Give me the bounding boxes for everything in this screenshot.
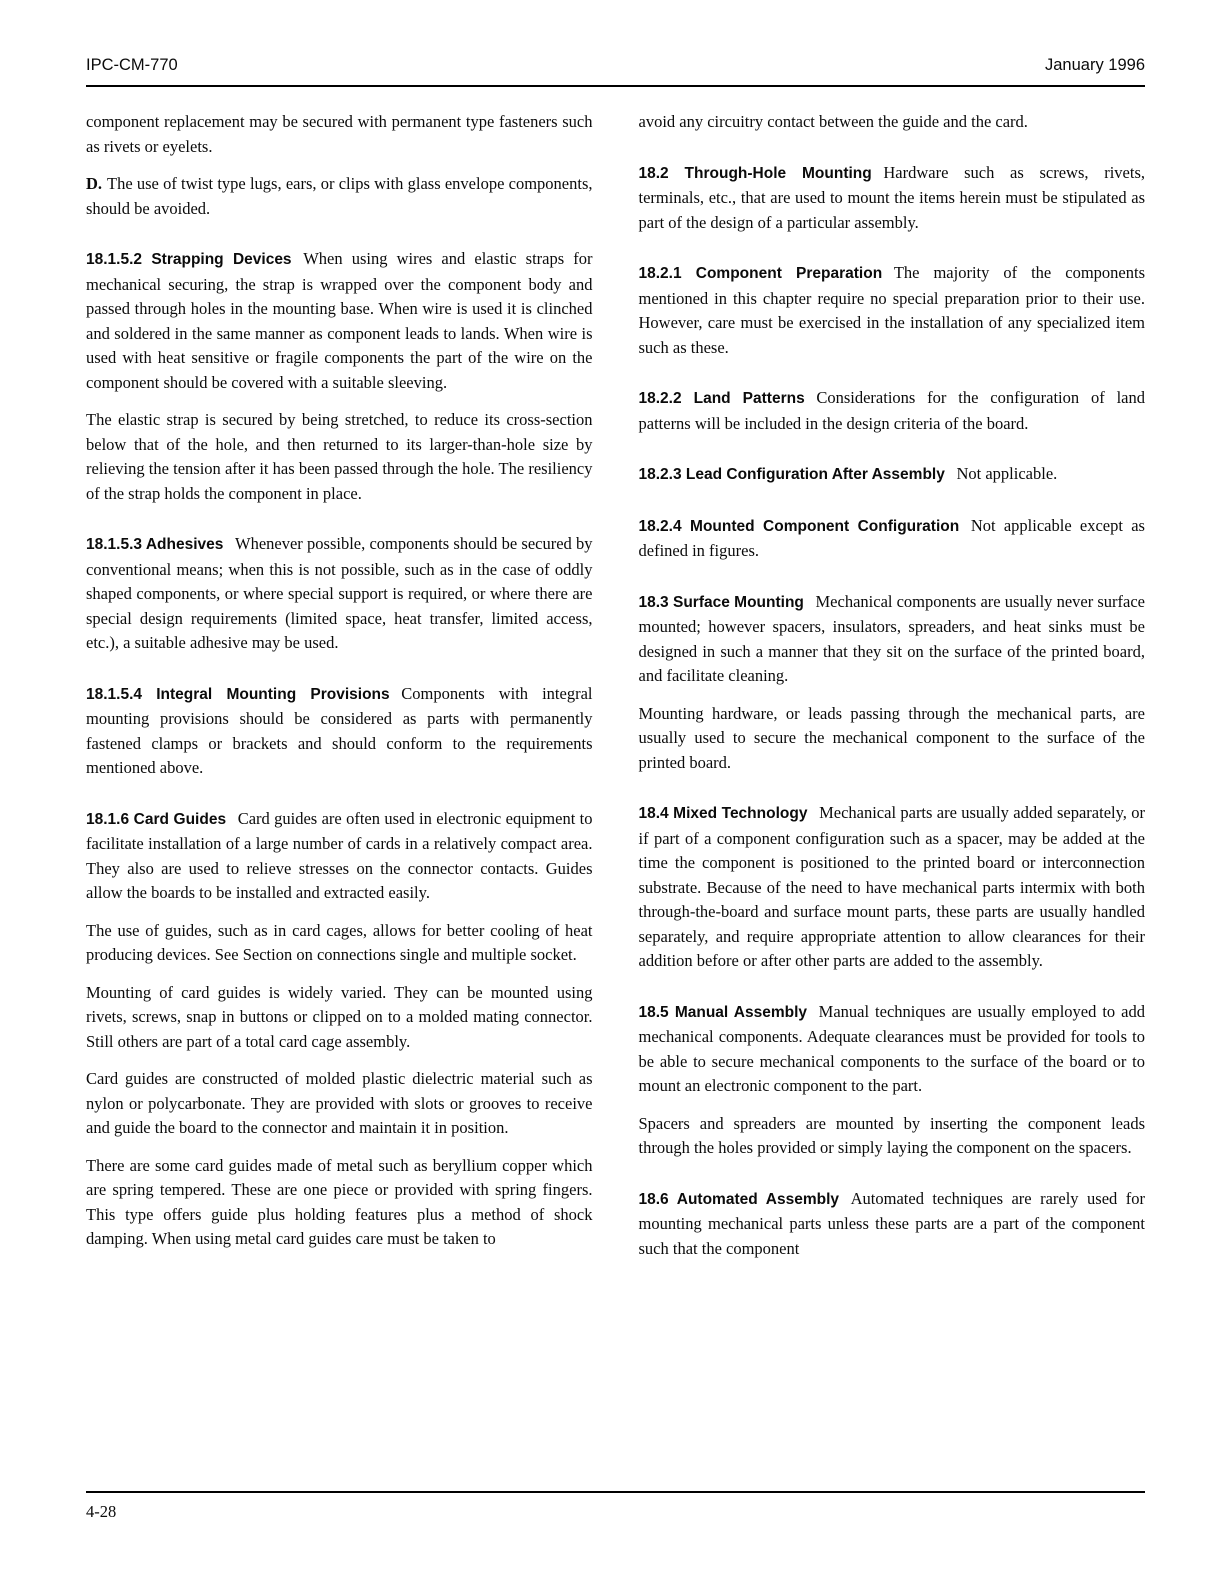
section-heading: 18.2.3 Lead Configuration After Assembly — [638, 466, 945, 483]
paragraph-text: Mounting hardware, or leads passing through the mechanical parts, are usually used to secure the mechanical component to the surface of the printed board. — [638, 703, 1145, 772]
body-paragraph — [86, 1154, 593, 1252]
paragraph-text: The use of guides, such as in card cages, allows for better cooling of heat producing devices. See Section on connections single and multiple socket. — [86, 920, 593, 964]
paragraph-text: Card guides are constructed of molded plastic dielectric material such as nylon or polycarbonate. They are provided with slots or grooves to receive and guide the board to the connector and maintain it in position. — [86, 1069, 593, 1137]
section-paragraph — [639, 514, 1146, 564]
section-paragraph — [639, 590, 1146, 689]
section-heading: 18.1.5.2 Strapping Devices — [86, 251, 292, 268]
section-paragraph — [639, 261, 1146, 360]
body-paragraph — [86, 1067, 593, 1141]
page-number: 4-28 — [86, 1502, 117, 1521]
paragraph-text: Not applicable except as defined in figures. — [638, 515, 1145, 560]
paragraph-text: The majority of the components mentioned in this chapter require no special preparation prior to their use. However, care must be exercised in the installation of any specialized item such as these. — [638, 263, 1145, 357]
paragraph-text: Mounting of card guides is widely varied. They can be mounted using rivets, screws, snap in buttons or clipped on to a molded mating connector. Still others are part of a total card cage assembly. — [86, 982, 593, 1051]
section-heading: 18.2 Through-Hole Mounting — [638, 164, 872, 182]
section-paragraph — [639, 801, 1146, 974]
paragraph-text: The use of twist type lugs, ears, or clips with glass envelope components, should be avoided. — [86, 174, 593, 218]
paragraph-text: component replacement may be secured with permanent type fasteners such as rivets or eyelets. — [86, 112, 593, 156]
paragraph-text: Not applicable. — [956, 464, 1058, 483]
left-column — [86, 110, 593, 1484]
paragraph-text: avoid any circuitry contact between the guide and the card. — [638, 112, 1028, 131]
section-heading: 18.3 Surface Mounting — [638, 593, 804, 611]
paragraph-text: Components with integral mounting provisions should be considered as parts with permanently fastened clamps or brackets and should conform to the requirements mentioned above. — [86, 683, 593, 777]
body-paragraph — [86, 919, 593, 968]
paragraph-text: Card guides are often used in electronic equipment to facilitate installation of a large number of cards in a relatively compact area. They also are used to relieve stresses on the connector contacts. Guides allow the boards to be installed and extracted easily. — [86, 808, 593, 902]
section-paragraph — [639, 462, 1146, 488]
section-heading: 18.2.1 Component Preparation — [638, 265, 883, 282]
paragraph-text: The elastic strap is secured by being stretched, to reduce its cross-section below that of the hole, and then returned to its larger-than-hole size by relieving the tension after it has been passed through the hole. The resiliency of the strap holds the component in place. — [86, 410, 593, 503]
section-paragraph — [639, 1187, 1146, 1262]
body-paragraph — [86, 408, 593, 506]
paragraph-text: There are some card guides made of metal such as beryllium copper which are spring tempered. These are one piece or provided with spring fingers. This type offers guide plus holding features plus a method of shock damping. When using metal card guides care must be taken to — [86, 1155, 593, 1248]
paragraph-text: Hardware such as screws, rivets, terminals, etc., that are used to mount the items herein must be stipulated as part of the design of a particular assembly. — [638, 162, 1145, 232]
section-heading: 18.6 Automated Assembly — [638, 1190, 840, 1208]
section-heading: 18.2.2 Land Patterns — [638, 390, 805, 407]
page-body — [86, 110, 1145, 1484]
section-paragraph — [639, 161, 1146, 236]
section-heading: 18.1.5.4 Integral Mounting Provisions — [86, 685, 390, 703]
header-doc-id: IPC-CM-770 — [86, 56, 178, 74]
body-paragraph — [86, 110, 593, 159]
body-paragraph — [639, 702, 1146, 776]
right-column — [639, 110, 1146, 1484]
paragraph-text: Automated techniques are rarely used for mounting mechanical parts unless these parts are a part of the component such that the component — [638, 1188, 1145, 1258]
paragraph-text: Manual techniques are usually employed to add mechanical components. Adequate clearances must be provided for tools to be able to secure mechanical components to the surface of the board or to mount an electronic component to the part. — [638, 1001, 1145, 1095]
header-date: January 1996 — [1045, 56, 1145, 74]
section-paragraph — [639, 1000, 1146, 1099]
paragraph-text: Whenever possible, components should be secured by conventional means; when this is not possible, such as in the case of oddly shaped components, or where special support is required, or where there are special design requirements (limited space, heat transfer, limited access, etc.), a suitable adhesive may be used. — [86, 534, 593, 652]
section-heading: 18.1.5.3 Adhesives — [86, 536, 224, 553]
body-paragraph — [86, 981, 593, 1055]
section-paragraph — [639, 386, 1146, 436]
paragraph-text: Considerations for the configuration of land patterns will be included in the design criteria of the board. — [638, 388, 1145, 433]
section-paragraph — [86, 682, 593, 781]
section-paragraph — [86, 807, 593, 906]
section-heading: 18.4 Mixed Technology — [638, 805, 808, 822]
section-paragraph — [86, 247, 593, 395]
paragraph-text: Spacers and spreaders are mounted by inserting the component leads through the holes provided or simply laying the component on the spacers. — [638, 1113, 1145, 1157]
section-paragraph — [86, 532, 593, 656]
section-heading: 18.1.6 Card Guides — [86, 810, 227, 828]
body-paragraph — [639, 1112, 1146, 1161]
paragraph-text: When using wires and elastic straps for mechanical securing, the strap is wrapped over the component body and passed through holes in the mounting base. When wire is used it is clinched and soldered in the same manner as component leads to lands. When wire is used with heat sensitive or fragile components the part of the wire on the component should be covered with a suitable sleeving. — [86, 249, 593, 392]
page-footer — [86, 1491, 1145, 1522]
paragraph-text: Mechanical parts are usually added separately, or if part of a component configuration such as a spacer, may be added at the time the component is positioned to the printed board or interconnection substrate. Because of the need to have mechanical parts intermix with both through-the-board and surface mount parts, these parts are usually handled separately, and require appropriate attention to allow clearances for their addition before or after other parts are added to the assembly. — [638, 803, 1145, 970]
section-heading: 18.2.4 Mounted Component Configuration — [638, 517, 960, 535]
body-paragraph — [86, 172, 593, 221]
body-paragraph — [639, 110, 1146, 135]
list-item-marker: D. — [86, 174, 103, 193]
page-header — [86, 56, 1145, 87]
section-heading: 18.5 Manual Assembly — [638, 1003, 808, 1021]
paragraph-text: Mechanical components are usually never surface mounted; however spacers, insulators, spreaders, and heat sinks must be designed in such a manner that they sit on the surface of the printed board, and facilitate cleaning. — [638, 591, 1145, 685]
